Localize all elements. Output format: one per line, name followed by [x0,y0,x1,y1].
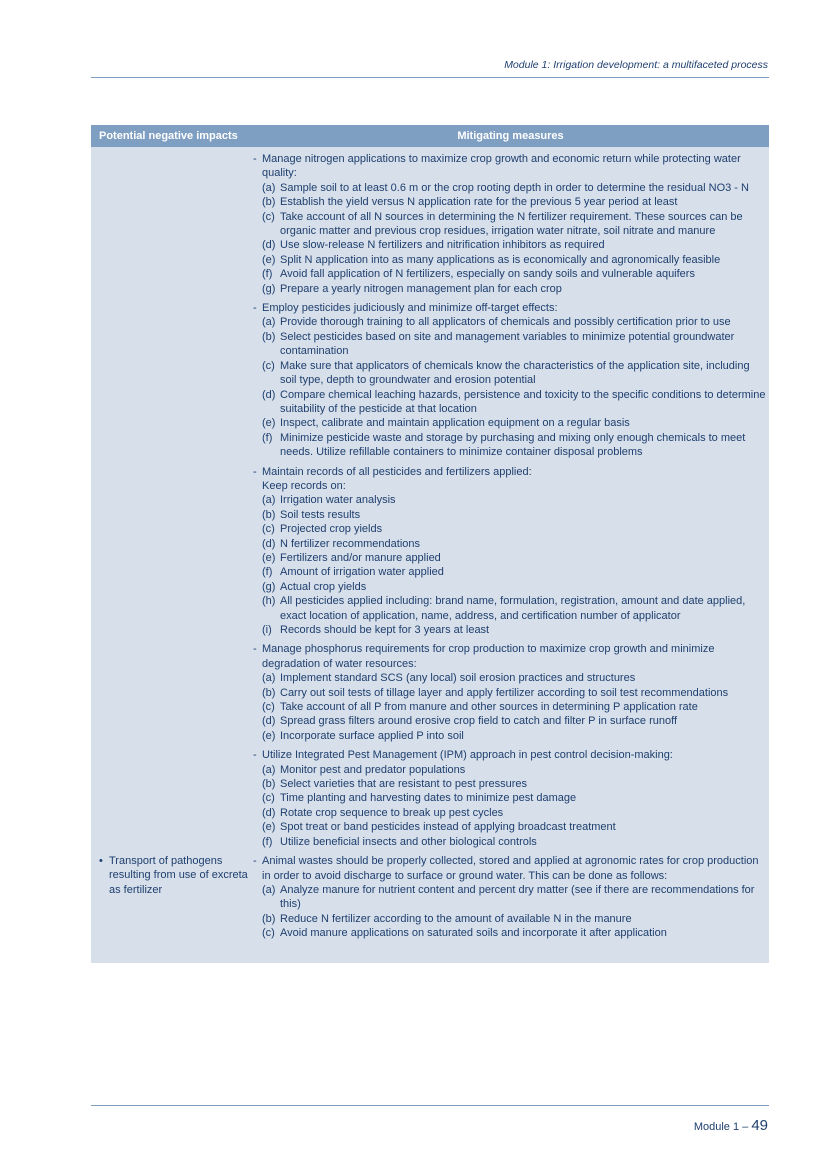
list-item-text: Time planting and harvesting dates to minimize pest damage [280,792,577,805]
list-item [252,820,769,834]
list-item [252,267,769,281]
impacts-table [91,125,769,963]
list-item [252,551,769,565]
list-item-label: (g) [262,580,276,593]
list-item-label: (d) [262,806,276,819]
measure-intro-text: Manage nitrogen applications to maximize crop growth and economic return while protecting water quality: [262,153,741,180]
measure-intro-text: Utilize Integrated Pest Management (IPM) approach in pest control decision-making: [262,749,673,762]
list-item-text: Compare chemical leaching hazards, persistence and toxicity to the specific conditions to determine suitability of the pesticide at that location [280,388,766,415]
list-item-text: All pesticides applied including: brand name, formulation, registration, amount and date applied, exact location of application, name, address, and certification number of applicator [280,595,746,622]
list-item-text: Irrigation water analysis [280,494,396,507]
list-item-label: (f) [262,268,273,281]
measure-intro [252,152,769,181]
dash-glyph: - [253,643,257,656]
list-item-text: Amount of irrigation water applied [280,566,444,579]
list-item [252,253,769,267]
list-item-text: Projected crop yields [280,523,383,536]
list-item [252,508,769,522]
list-item-label: (b) [262,778,276,791]
list-item-text: Spread grass filters around erosive crop field to catch and filter P in surface runoff [280,715,678,728]
dash-glyph: - [253,855,257,868]
list-item-label: (b) [262,686,276,699]
list-item-label: (c) [262,792,275,805]
list-item [252,388,769,417]
list-item-label: (a) [262,181,276,194]
list-item-label: (f) [262,835,273,848]
list-item-text: N fertilizer recommendations [280,537,420,550]
page-footer [694,1117,768,1134]
measure-intro-text: Employ pesticides judiciously and minimize off-target effects: [262,302,558,315]
list-item-text: Select varieties that are resistant to pest pressures [280,778,528,791]
list-item [252,565,769,579]
list-item-text: Provide thorough training to all applicators of chemicals and possibly certification prior to use [280,316,731,329]
list-item-label: (f) [262,566,273,579]
list-item-label: (i) [262,624,272,636]
column-header-measures: Mitigating measures [457,130,564,142]
footer-module-label: Module 1 – [693,1121,749,1133]
list-item-text: Incorporate surface applied P into soil [280,729,464,742]
list-item-text: Inspect, calibrate and maintain application equipment on a regular basis [280,417,630,430]
dash-glyph: - [253,749,257,762]
list-item [252,763,769,777]
list-item-text: Establish the yield versus N application rate for the previous 5 year period at least [280,196,678,209]
list-item-label: (c) [262,359,275,372]
measure-intro-text: Maintain records of all pesticides and fertilizers applied: [262,465,532,478]
dash-glyph: - [253,302,257,315]
list-item-label: (a) [262,672,276,685]
list-item-text: Records should be kept for 3 years at least [280,624,490,636]
list-item [252,416,769,430]
list-item [252,835,769,849]
list-item-label: (e) [262,729,276,742]
list-item-label: (c) [262,523,275,536]
measure-subheading: Keep records on: [262,479,346,492]
page-number: 49 [751,1117,768,1134]
list-item-label: (e) [262,253,276,266]
list-item [252,537,769,551]
list-item-text: Make sure that applicators of chemicals know the characteristics of the application site, including soil type, depth to groundwater and erosion potential [280,359,750,387]
list-item [252,181,769,195]
list-item-text: Select pesticides based on site and management variables to minimize potential groundwater contamination [280,330,735,358]
measure-intro-text: Animal wastes should be properly collected, stored and applied at agronomic rates for crop production in order to avoid discharge to surface or ground water. This can be done as follows: [262,855,759,882]
list-item-label: (c) [262,210,275,223]
list-item-text: Carry out soil tests of tillage layer and apply fertilizer according to soil test recommendations [280,686,729,699]
list-item [252,714,769,728]
list-item [252,522,769,536]
list-item-label: (a) [262,763,276,776]
table-body [91,147,769,946]
list-item-text: Analyze manure for nutrient content and percent dry matter (see if there are recommendations for this) [280,883,755,911]
list-item-text: Minimize pesticide waste and storage by purchasing and mixing only enough chemicals to meet needs. Utilize refillable containers to minimize container disposal problems [280,431,746,459]
column-header-impacts: Potential negative impacts [99,130,238,142]
list-item-label: (c) [262,927,275,940]
list-item-label: (c) [262,701,275,714]
list-item [252,493,769,507]
header-divider [91,77,769,78]
list-item-label: (d) [262,537,276,550]
list-item [252,671,769,685]
list-item-text: Rotate crop sequence to break up pest cycles [280,806,504,819]
list-item-text: Prepare a yearly nitrogen management plan for each crop [280,282,562,295]
list-item-text: Utilize beneficial insects and other biological controls [280,835,537,848]
list-item-text: Monitor pest and predator populations [280,763,466,776]
list-item [252,210,769,239]
dash-glyph: - [253,465,257,478]
list-item [252,700,769,714]
list-item-text: Avoid manure applications on saturated soils and incorporate it after application [280,927,667,940]
list-item-text: Actual crop yields [280,580,367,593]
list-item-label: (a) [262,494,276,507]
list-item-label: (g) [262,282,276,295]
measure-intro [252,301,769,315]
list-item [252,926,769,940]
footer-divider [91,1105,769,1106]
dash-glyph: - [253,153,257,165]
list-item [252,729,769,743]
list-item [252,330,769,359]
list-item [252,623,769,637]
measure-intro [252,854,769,883]
measure-intro-text: Manage phosphorus requirements for crop production to maximize crop growth and minimize degradation of water resources: [262,643,715,670]
measure-group [252,642,769,743]
list-item-text: Avoid fall application of N fertilizers, especially on sandy soils and vulnerable aquifers [280,268,695,281]
list-item-label: (e) [262,417,276,430]
list-item [252,315,769,329]
list-item [252,359,769,388]
measure-intro [252,748,769,762]
measure-intro [252,465,769,479]
table-header-row [91,125,769,147]
measures-column [252,147,769,946]
list-item-text: Reduce N fertilizer according to the amount of available N in the manure [280,912,632,925]
list-item-label: (f) [262,431,273,444]
measure-group [252,854,769,940]
list-item [252,431,769,460]
list-item [252,686,769,700]
list-item-label: (b) [262,912,276,925]
impact-entry [99,854,249,897]
list-item [252,806,769,820]
list-item [252,238,769,252]
list-item-text: Split N application into as many applications as is economically and agronomically feasible [280,253,721,266]
bullet-glyph: • [99,855,103,867]
list-item-text: Implement standard SCS (any local) soil erosion practices and structures [280,672,636,685]
list-item-text: Soil tests results [280,508,361,521]
list-item-label: (b) [262,196,276,209]
list-item-label: (a) [262,316,276,329]
list-item-label: (b) [262,508,276,521]
list-item-label: (h) [262,595,276,608]
list-item [252,883,769,912]
measure-intro [252,642,769,671]
impacts-column [91,147,252,946]
list-item-text: Take account of all P from manure and other sources in determining P application rate [280,701,698,714]
impact-text: Transport of pathogens resulting from use of excreta as fertilizer [109,855,248,896]
list-item [252,580,769,594]
list-item-text: Take account of all N sources in determining the N fertilizer requirement. These sources can be organic matter and previous crop residues, irrigation water nitrate, soil nitrate and manure [280,210,743,238]
list-item-text: Fertilizers and/or manure applied [280,551,441,564]
list-item-text: Spot treat or band pesticides instead of applying broadcast treatment [280,821,616,834]
list-item-label: (b) [262,330,276,343]
list-item [252,594,769,623]
measure-group [252,748,769,849]
list-item [252,195,769,209]
list-item [252,912,769,926]
list-item-label: (e) [262,551,276,564]
list-item [252,777,769,791]
running-header: Module 1: Irrigation development: a multifaceted process [504,59,768,71]
measure-group [252,465,769,638]
list-item-label: (a) [262,883,276,896]
measure-group [252,301,769,459]
measure-group [252,152,769,296]
list-item-label: (e) [262,821,276,834]
list-item [252,791,769,805]
list-item-label: (d) [262,239,276,252]
list-item-label: (d) [262,715,276,728]
list-item [252,282,769,296]
list-item-text: Use slow-release N fertilizers and nitrification inhibitors as required [280,239,605,252]
list-item-text: Sample soil to at least 0.6 m or the crop rooting depth in order to determine the residual NO3 - N [280,181,749,194]
list-item-label: (d) [262,388,276,401]
